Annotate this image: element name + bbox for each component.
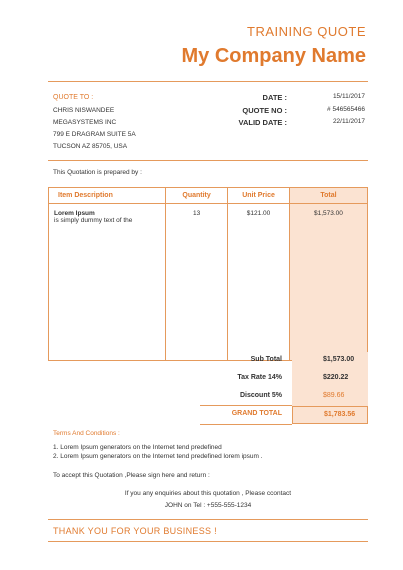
- grand-total-bottom-rule: [200, 424, 292, 425]
- term-item-1: 1. Lorem Ipsum generators on the Internet tend predefined: [53, 444, 222, 451]
- grand-total-label: GRAND TOTAL: [231, 410, 282, 417]
- prepared-by-text: This Quotation is prepared by :: [53, 169, 142, 176]
- enquiry-text: If you any enquiries about this quotation , Please ccontact: [124, 490, 292, 497]
- item-quantity: 13: [165, 204, 227, 361]
- subtotal-label: Sub Total: [250, 356, 282, 363]
- discount-row: [200, 388, 368, 406]
- client-company: MEGASYSTEMS INC: [53, 119, 117, 126]
- subtotal-row: [200, 352, 368, 370]
- tax-value: $220.22: [292, 370, 368, 388]
- date-label: DATE :: [262, 93, 287, 102]
- items-table: [48, 187, 368, 361]
- client-city: TUCSON AZ 85705, USA: [53, 143, 128, 150]
- item-total: $1,573.00: [289, 204, 367, 361]
- item-description-cell: [49, 204, 166, 361]
- tax-row: [200, 370, 368, 388]
- quote-no-label: QUOTE NO :: [242, 106, 287, 115]
- document-type-title: TRAINING QUOTE: [247, 24, 366, 39]
- grand-total-row: [200, 406, 368, 424]
- grand-total-top-rule: [200, 405, 292, 406]
- quote-to-label: QUOTE TO :: [53, 94, 94, 101]
- item-title: Lorem Ipsum: [54, 210, 95, 217]
- client-street: 799 E DRAGRAM SUITE 5A: [53, 131, 136, 138]
- top-divider: [48, 81, 368, 82]
- table-row: [49, 204, 368, 361]
- accept-instructions: To accept this Quotation ,Please sign here and return :: [53, 472, 210, 479]
- thank-you-message: THANK YOU FOR YOUR BUSINESS !: [53, 526, 217, 536]
- discount-label: Discount 5%: [239, 392, 282, 399]
- bottom-divider: [48, 541, 368, 542]
- header-quantity: Quantity: [165, 188, 227, 204]
- footer-divider: [48, 519, 368, 520]
- tax-label: Tax Rate 14%: [237, 374, 282, 381]
- valid-date-value: 22/11/2017: [332, 118, 365, 125]
- table-header-row: [49, 188, 368, 204]
- client-name: CHRIS NISWANDEE: [53, 107, 115, 114]
- valid-date-label: VALID DATE :: [238, 118, 287, 127]
- date-value: 15/11/2017: [332, 93, 365, 100]
- header-total: Total: [289, 188, 367, 204]
- discount-value: $89.66: [292, 388, 368, 406]
- header-item-description: Item Description: [49, 188, 166, 204]
- item-subtitle: is simply dummy text of the: [54, 217, 133, 224]
- subtotal-value: $1,573.00: [292, 352, 368, 370]
- term-item-2: 2. Lorem Ipsum generators on the Internet tend predefined lorem ipsum .: [53, 453, 263, 460]
- quote-no-value: # 546565466: [327, 106, 365, 113]
- terms-title: Terms And Conditions :: [53, 430, 120, 437]
- header-unit-price: Unit Price: [228, 188, 290, 204]
- mid-divider: [48, 160, 368, 161]
- contact-phone: JOHN on Tel : +555-555-1234: [164, 502, 252, 509]
- grand-total-value: $1,783.56: [292, 406, 368, 424]
- item-unit-price: $121.00: [228, 204, 290, 361]
- company-name: My Company Name: [181, 45, 366, 67]
